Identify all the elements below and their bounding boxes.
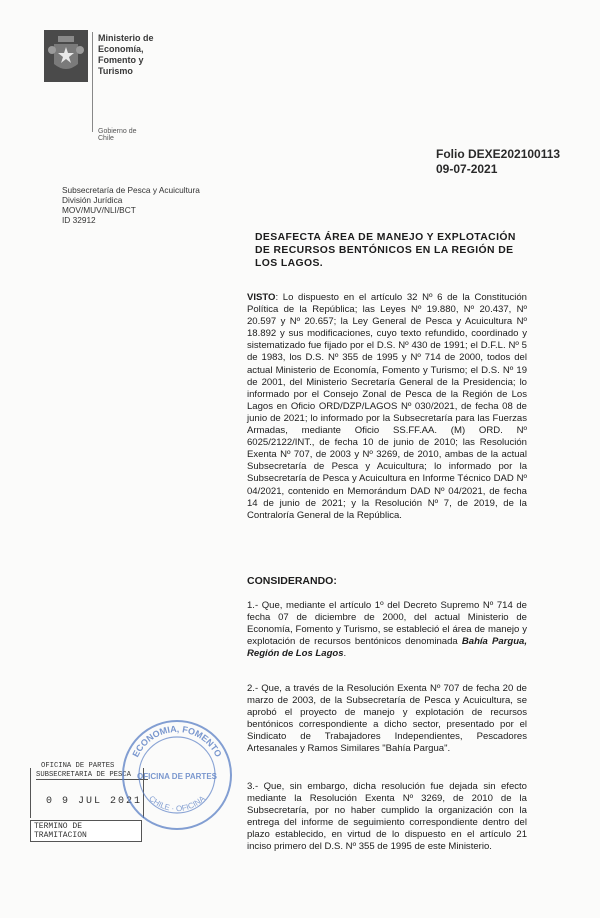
coat-of-arms-icon — [44, 30, 88, 82]
document-title: DESAFECTA ÁREA DE MANEJO Y EXPLOTACIÓN DE RECURSOS BENTÓNICOS EN LA REGIÓN DE LOS LAGOS. — [255, 232, 516, 269]
folio-number: Folio DEXE202100113 — [436, 147, 561, 161]
office-line: ID 32912 — [62, 215, 96, 225]
gov-label: Gobierno de Chile — [98, 128, 137, 142]
svg-text:ECONOMIA, FOMENTO — [130, 724, 223, 759]
considerando-paragraph-1 — [247, 600, 527, 660]
svg-text:CHILE · OFICINA — [147, 794, 207, 814]
office-line: Subsecretaría de Pesca y Acuicultura — [62, 185, 200, 195]
considerando-paragraph-3: 3.- Que, sin embargo, dicha resolución fue dejada sin efecto mediante la Resolución Exenta Nº 3269, de 2010 de la Subsecretaría, por no haber cumplido la organización con la entrega del informe de seguimiento correspondiente dentro del plazo establecido, en virtud de lo dispuesto en el artículo 21 inciso primero del D.S. Nº 355 de 1995 de este Ministerio. — [247, 781, 527, 853]
office-line: División Jurídica — [62, 195, 123, 205]
stamp-date: 0 9 JUL 2021 — [46, 796, 143, 807]
office-line: MOV/MUV/NLI/BCT — [62, 205, 136, 215]
stamp-line-1: OFICINA DE PARTES — [41, 762, 115, 770]
considerando-paragraph-2: 2.- Que, a través de la Resolución Exenta Nº 707 de fecha 20 de marzo de 2003, de la Subsecretaría de Pesca y Acuicultura, se aprobó el proyecto de manejo y explotación de recursos bentónicos correspondiente a dicho sector, presentado por el Sindicato de Trabajadores Independientes, Pescadores Artesanales y Ramos Similares "Bahía Pargua". — [247, 683, 527, 755]
government-logo — [42, 28, 154, 140]
ministry-name: Ministerio de Economía, Fomento y Turismo — [98, 33, 154, 76]
seal-center-text: OFICINA DE PARTES — [136, 772, 218, 781]
visto-label: VISTO — [247, 292, 276, 303]
considerando-heading: CONSIDERANDO: — [247, 575, 337, 587]
paragraph-1-text: 1.- Que, mediante el artículo 1º del Decreto Supremo Nº 714 de fecha 07 de diciembre de 2000, del actual Ministerio de Economía, Fomento y Turismo, se estableció el área de manejo y explotación de recursos bentónicos denominada — [247, 600, 527, 648]
logo-divider — [92, 32, 93, 132]
visto-paragraph — [247, 292, 527, 522]
stamp-line-2: SUBSECRETARIA DE PESCA — [36, 771, 148, 780]
folio-block — [436, 147, 560, 177]
seal-top-text: ECONOMIA, FOMENTO — [130, 723, 224, 759]
stamp-line-3: TERMINO DE TRAMITACION — [30, 820, 142, 842]
paragraph-1-end: . — [343, 648, 347, 660]
folio-date: 09-07-2021 — [436, 162, 498, 176]
visto-text: : Lo dispuesto en el artículo 32 Nº 6 de la Constitución Política de la República; las Leyes Nº 19.880, Nº 20.437, Nº 20.597 y Nº 20.657; la Ley General de Pesca y Acuicultura Nº 18.892 y sus modificaciones, cuyo texto refundido, coordinado y sistematizado fue fijado por el D.S. Nº 430 de 1991; el D.F.L. Nº 5 de 1983, los D.S. Nº 355 de 1995 y Nº 714 de 2000, todos del actual Ministerio de Economía, Fomento y Turismo; el D.S. Nº 19 de 2001, del Ministerio Secretaría General de la Presidencia; lo informado por el Consejo Zonal de Pesca de la Región de Los Lagos en Oficio ORD/DZP/LAGOS Nº 030/2021, de fecha 08 de junio de 2021; lo informado por la Subsecretaría para las Fuerzas Armadas, mediante Oficio SS.FF.AA. (M) ORD. Nº 6025/2122/INT., de fecha 10 de junio de 2010; las Resolución Exenta Nº 707, de 2003 y Nº 3269, de 2010, ambas de la actual Subsecretaría de Pesca y Acuicultura; lo informado por la Subsecretaría de Pesca y Acuicultura en Informe Técnico DAD Nº 04/2021, contenido en Memorándum DAD Nº 04/2021, de fecha 14 de junio de 2021; y la Resolución Nº 7, de 2019, de la Contraloría General de la República. — [247, 292, 527, 521]
paragraph-1-emphasis: Bahía Pargua, Región de Los Lagos — [247, 636, 527, 660]
seal-bottom-text: CHILE · OFICINA — [147, 794, 207, 814]
office-block — [62, 185, 200, 225]
official-seal-icon — [118, 716, 236, 834]
